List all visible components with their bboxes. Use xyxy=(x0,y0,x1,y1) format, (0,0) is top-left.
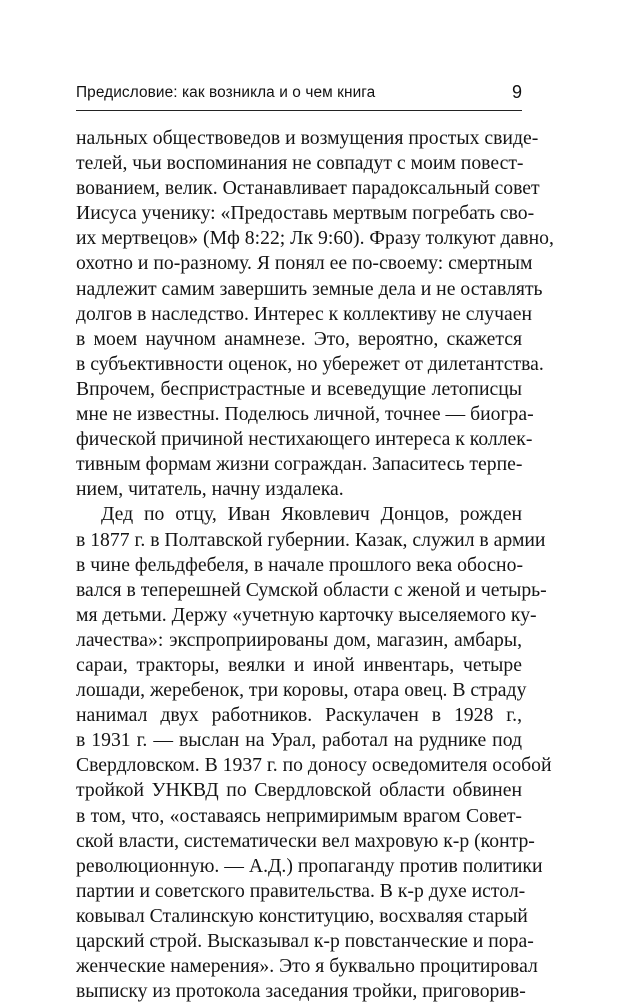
text-line: в 1877 г. в Полтавской губернии. Казак, служил в армии xyxy=(76,528,546,551)
header-rule xyxy=(76,110,522,111)
text-line: в том, что, «оставаясь непримиримым врагом Совет- xyxy=(76,804,522,827)
chapter-title: Предисловие: как возникла и о чем книга xyxy=(76,84,376,101)
text-line: долгов в наследство. Интерес к коллективу не случаен xyxy=(76,302,533,325)
text-line: ковывал Сталинскую конституцию, восхваляя старый xyxy=(76,904,528,927)
paragraph-2 xyxy=(76,502,552,1004)
text-line: надлежит самим завершить земные дела и не оставлять xyxy=(76,277,543,300)
text-line: вался в теперешней Сумской области с женой и четырь- xyxy=(76,578,547,601)
text-line: мне не известны. Поделюсь личной, точнее — биогра- xyxy=(76,403,534,426)
body-text xyxy=(76,126,554,1004)
text-line: в 1931 г. — выслан на Урал, работал на руднике под xyxy=(76,729,522,752)
text-line: партии и советского правительства. В к-р духе истол- xyxy=(76,879,526,902)
text-line: тройкой УНКВД по Свердловской области обвинен xyxy=(76,779,522,802)
text-line: вованием, велик. Останавливает парадоксальный совет xyxy=(76,177,540,200)
text-line: лошади, жеребенок, три коровы, отара овец. В страду xyxy=(76,679,527,702)
text-line: выписку из протокола заседания тройки, приговорив- xyxy=(76,980,526,1003)
text-line: царский строй. Высказывал к-р повстанческие и пора- xyxy=(76,930,534,952)
text-line: в субъективности оценок, но убережет от дилетантства. xyxy=(76,352,544,375)
text-line: фической причиной нестихающего интереса к коллек- xyxy=(76,428,533,451)
text-line: охотно и по-разному. Я понял ее по-своему: смертным xyxy=(76,252,533,275)
text-line: их мертвецов» (Мф 8:22; Лк 9:60). Фразу толкуют давно, xyxy=(76,227,554,250)
text-line: лачества»: экспроприированы дом, магазин, амбары, xyxy=(76,628,522,651)
text-line: нальных обществоведов и возмущения простых свиде- xyxy=(76,127,539,149)
text-line: нием, читатель, начну издалека. xyxy=(76,478,344,501)
text-line: революционную. — А.Д.) пропаганду против политики xyxy=(76,854,543,877)
page-number: 9 xyxy=(511,82,522,102)
text-line: Дед по отцу, Иван Яковлевич Донцов, рожден xyxy=(101,503,522,526)
text-line: Иисуса ученику: «Предоставь мертвым погребать сво- xyxy=(76,202,535,225)
running-head xyxy=(76,82,522,108)
text-line: в чине фельдфебеля, в начале прошлого века обосно- xyxy=(76,553,523,576)
text-line: Свердловском. В 1937 г. по доносу осведомителя особой xyxy=(76,754,552,777)
paragraph-1 xyxy=(76,126,554,502)
text-line: телей, чьи воспоминания не совпадут с моим повест- xyxy=(76,152,524,175)
text-line: мя детьми. Держу «учетную карточку выселяемого ку- xyxy=(76,603,537,626)
text-line: Впрочем, беспристрастные и всеведущие летописцы xyxy=(76,377,522,400)
text-line: в моем научном анамнезе. Это, вероятно, скажется xyxy=(76,327,522,350)
text-line: ской власти, систематически вел махровую к-р (контр- xyxy=(76,829,535,852)
text-line: женческие намерения». Это я буквально процитировал xyxy=(76,955,538,978)
text-line: тивным формам жизни сограждан. Запаситесь терпе- xyxy=(76,453,523,476)
text-line: нанимал двух работников. Раскулачен в 1928 г., xyxy=(76,704,522,727)
text-line: сараи, тракторы, веялки и иной инвентарь, четыре xyxy=(76,653,522,676)
